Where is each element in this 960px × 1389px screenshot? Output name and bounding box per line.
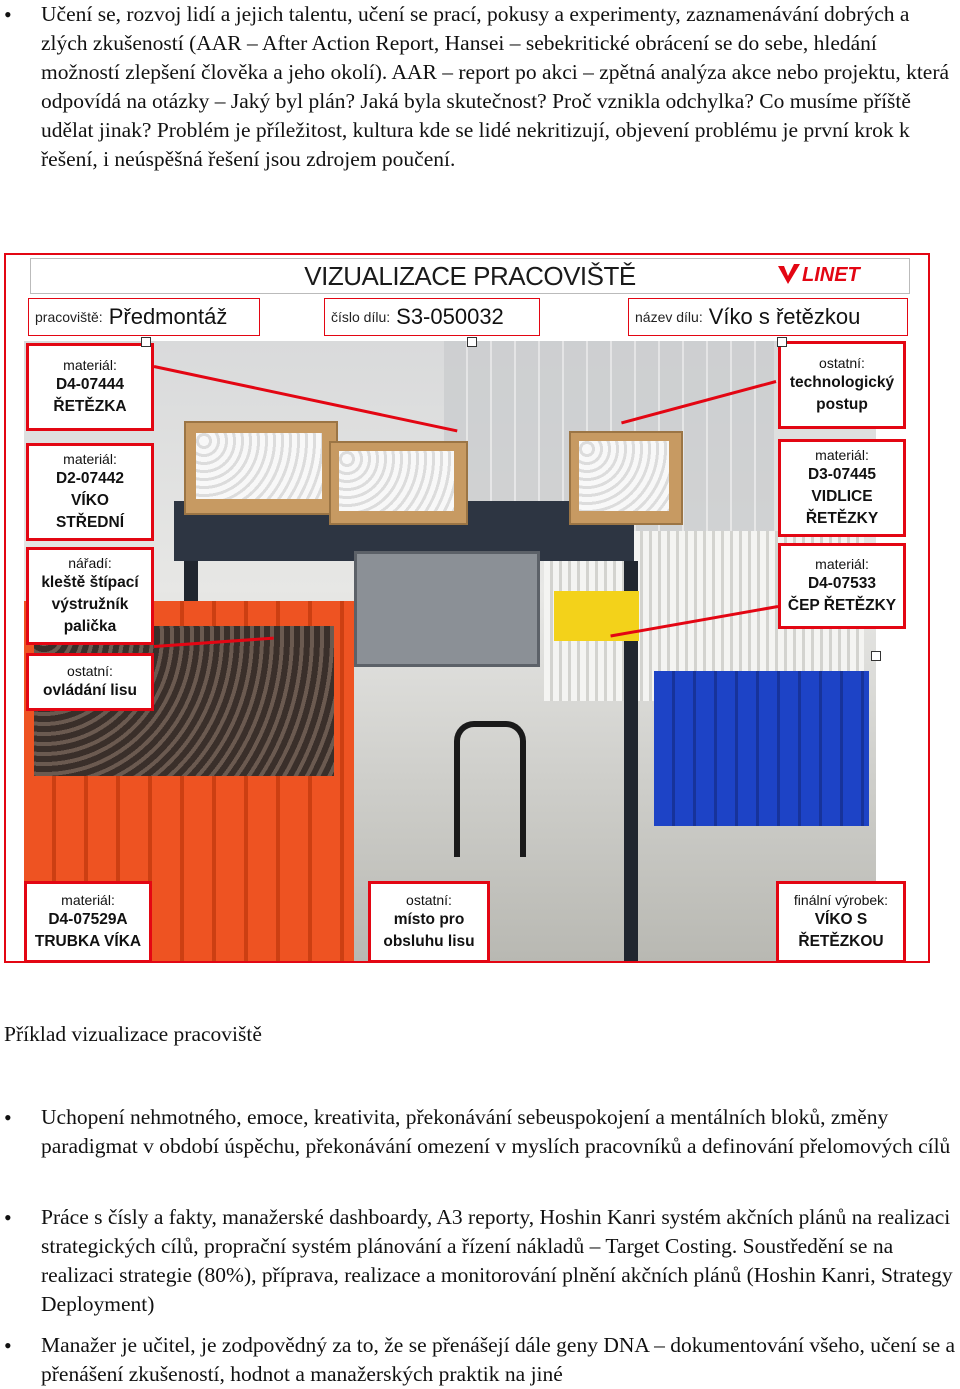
tag-lid-material [26,443,154,541]
linet-logo-mark-icon [776,262,802,288]
tag-line: výstružník [51,596,129,613]
tag-key: materiál: [63,357,117,373]
tag-operator-place [368,881,490,963]
tag-line: D4-07529A [48,911,128,928]
corner-marker [141,337,151,347]
corner-marker [777,337,787,347]
blue-crate [654,671,869,826]
workplace-photo [24,341,876,963]
tag-line: ovládání lisu [43,682,137,699]
tag-line: ŘETĚZKA [53,398,127,415]
bullet-symbol: • [4,2,12,27]
header-key: pracoviště: [35,309,103,325]
header-key: název dílu: [635,309,703,325]
tag-chain-fork-material [778,439,906,537]
bullet-text: Učení se, rozvoj lidí a jejich talentu, učení se prací, pokusy a experimenty, zaznamenávání dobrých a zlých zkušeností (AAR – After Action Report, Hansei – sebekritické obrácení se do sebe, hledání možností zlepšení člověka a jeho okolí). AAR – report po akci – zpětná analýza akce nebo projektu, která odpovídá na otázky – Jaký byl plán? Jaká byla skutečnost? Proč vznikla odchylka? Co musíme příště udělat jinak? Problém je příležitost, kultura kde se lidé nekritizují, objevení problému je první krok k řešení, i neúspěšná řešení jsou zdrojem poučení. [41,2,950,171]
tag-press-control [26,653,154,711]
cardboard-box [184,421,338,515]
tag-line: místo pro [393,911,465,928]
tag-line: obsluhu lisu [383,933,475,950]
header-value: Předmontáž [108,304,228,329]
bullet-symbol: • [4,1205,12,1230]
tag-key: ostatní: [67,663,113,679]
tag-line: palička [63,618,117,635]
tag-line: D4-07533 [807,575,877,592]
tag-key: materiál: [63,451,117,467]
tag-tools [26,547,154,645]
tag-line: technologický [789,374,895,391]
header-field-workplace [28,298,260,336]
tag-final-product [776,881,906,963]
tag-key: materiál: [815,556,869,572]
header-value: S3-050032 [396,304,504,329]
tag-line: VÍKO S [814,911,868,928]
tag-key: materiál: [815,447,869,463]
chair [454,721,526,857]
tag-chain-material [26,343,154,431]
bullet-item-manager-teacher [0,1331,960,1389]
header-value: Víko s řetězkou [708,304,861,329]
cardboard-box [329,441,468,525]
bullet-text: Manažer je učitel, je zodpovědný za to, že se přenášejí dále geny DNA – dokumentování všeho, učení se a přenášení zkušeností, hodnot a manažerských praktik na jiné [41,1333,956,1386]
logo-text: LINET [802,263,860,286]
tag-line: D3-07445 [807,466,877,483]
press-machine [354,551,540,667]
tag-line: ČEP ŘETĚZKY [787,597,897,614]
header-field-part-number [324,298,540,336]
tag-line: ŘETĚZKY [805,510,879,527]
bullet-symbol: • [4,1105,12,1130]
tag-lid-tube-material [24,881,152,963]
header-field-part-name [628,298,908,336]
corner-marker [467,337,477,347]
tag-line: VIDLICE [811,488,873,505]
tag-line: VÍKO [71,492,109,509]
tag-line: TRUBKA VÍKA [34,933,142,950]
bullet-text: Uchopení nehmotného, emoce, kreativita, překonávání sebeuspokojení a mentálních bloků, změny paradigmat v období úspěchu, překonávání omezení v myslích pracovníků a definování přelomových cílů [41,1105,951,1158]
workplace-visualization-figure [4,253,930,963]
bullet-item-numbers-facts [0,1203,960,1319]
linet-logo [776,257,904,293]
tag-line: D4-07444 [55,376,125,393]
tag-line: STŘEDNÍ [55,514,125,531]
figure-caption: Příklad vizualizace pracoviště [4,1022,262,1046]
bullet-text: Práce s čísly a fakty, manažerské dashboardy, A3 reporty, Hoshin Kanri systém akčních plánů na realizaci strategických cílů, proprační systém plánování a řízení nákladů – Target Costing. Soustředění se na realizaci strategie (80%), příprava, realizace a monitorování plnění akčních plánů (Hoshin Kanri, Strategy Deployment) [41,1205,953,1316]
tag-key: ostatní: [406,892,452,908]
tag-technology-procedure [778,341,906,429]
cardboard-box [569,431,683,525]
tag-line: ŘETĚZKOU [798,933,884,950]
tag-line: D2-07442 [55,470,125,487]
tag-key: finální výrobek: [793,892,889,908]
tag-key: materiál: [61,892,115,908]
corner-marker [871,651,881,661]
bullet-item-intangible [0,1103,960,1161]
bullet-item-learning [0,0,960,174]
tag-key: nářadí: [68,555,112,571]
header-key: číslo dílu: [331,309,391,325]
tag-chain-pin-material [778,543,906,629]
figure-title: VIZUALIZACE PRACOVIŠTĚ [30,258,910,294]
tag-line: kleště štípací [41,574,139,591]
tag-line: postup [816,396,868,413]
tag-key: ostatní: [819,355,865,371]
bullet-symbol: • [4,1333,12,1358]
